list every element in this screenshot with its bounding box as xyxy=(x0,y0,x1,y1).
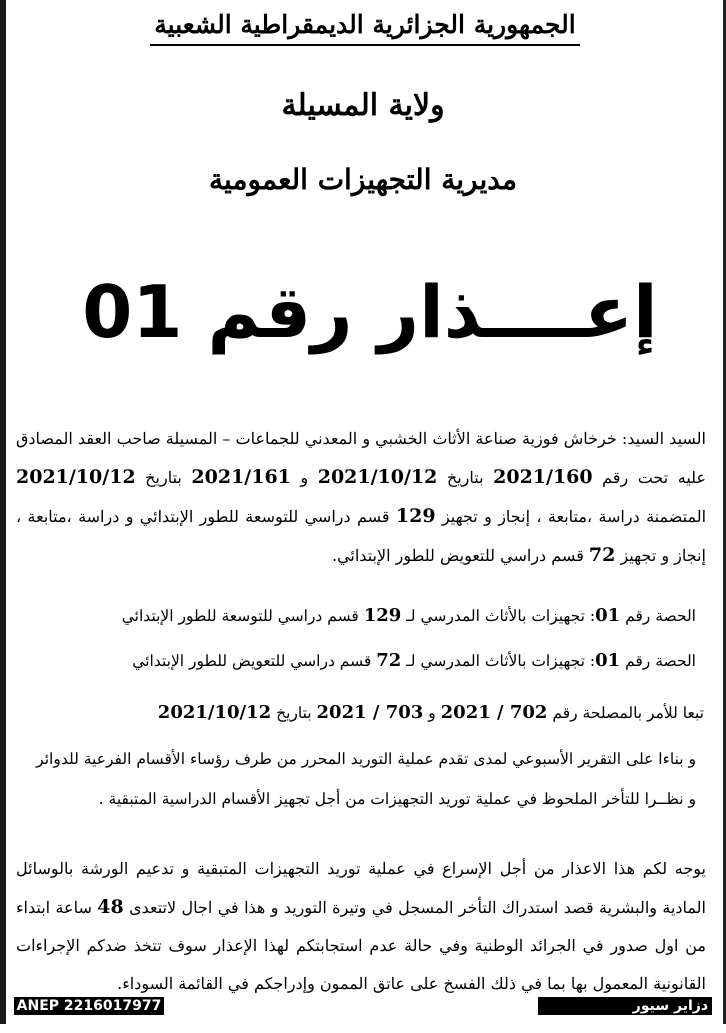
lot-count: 129 xyxy=(363,605,402,626)
weekly-report-line: و بناءا على التقرير الأسبوعي لمدى تقدم عملية التوريد المحرر من طرف رؤساء الأقسام الفرعية للدوائر xyxy=(36,750,696,768)
order-number: 703 / 2021 xyxy=(316,702,424,723)
publication-source: دزاير سيور xyxy=(632,998,708,1014)
lot-number: 01 xyxy=(595,605,621,626)
lot-text: : تجهيزات بالأثاث المدرسي لـ xyxy=(401,607,596,625)
paragraph-text: بتاريخ xyxy=(135,468,192,487)
paragraph-text: بتاريخ xyxy=(437,468,494,487)
header-underline xyxy=(150,44,580,46)
contract-number: 2021/160 xyxy=(493,466,593,488)
service-order-line xyxy=(158,702,704,723)
paragraph-text: و xyxy=(290,468,318,487)
paragraph-text: السيد السيد: خرخاش فوزية صناعة الأثاث الخشبي و المعدني للجماعات – المسيلة صاحب العقد المصادق عليه تحت رقم xyxy=(16,429,707,487)
deadline-hours: 48 xyxy=(97,896,124,918)
lot-line-2 xyxy=(132,650,696,671)
scan-edge-left xyxy=(0,0,6,1024)
classroom-count: 72 xyxy=(588,544,616,566)
republic-header: الجمهورية الجزائرية الديمقراطية الشعبية xyxy=(154,10,576,39)
directorate-title: مديرية التجهيزات العمومية xyxy=(209,163,517,196)
lot-text: قسم دراسي للتوسعة للطور الإبتدائي xyxy=(121,607,364,625)
lot-count: 72 xyxy=(376,650,402,671)
publication-date: 2022/09/18 xyxy=(613,1016,702,1032)
order-text: تبعا للأمر بالمصلحة رقم xyxy=(547,704,704,722)
final-paragraph xyxy=(16,850,706,1003)
lot-prefix: الحصة رقم xyxy=(620,652,696,670)
anep-reference: ANEP 2216017977 xyxy=(14,997,164,1015)
notice-title: إعــــذار رقم 01 xyxy=(82,270,658,354)
paragraph-text: قسم دراسي للتوسعة للطور الإبتدائي و دراسة ،متابعة ، إنجاز و تجهيز xyxy=(16,507,706,565)
lot-prefix: الحصة رقم xyxy=(620,607,696,625)
contract-date: 2021/10/12 xyxy=(317,466,438,488)
lot-text: قسم دراسي للتعويض للطور الإبتدائي xyxy=(132,652,377,670)
contract-number: 2021/161 xyxy=(191,466,291,488)
paragraph-text: المتضمنة دراسة ،متابعة ، إنجاز و تجهيز xyxy=(435,507,707,526)
contract-paragraph xyxy=(16,420,706,575)
lot-number: 01 xyxy=(595,650,621,671)
delay-line: و نظــرا للتأخر الملحوظ في عملية توريد التجهيزات من أجل تجهيز الأقسام الدراسية المتبقية . xyxy=(98,790,696,808)
order-text: و xyxy=(423,704,441,722)
order-text: بتاريخ xyxy=(271,704,317,722)
lot-line-1 xyxy=(122,605,696,626)
paragraph-text: ساعة ابتداء من اول صدور في الجرائد الوطنية وفي حالة عدم استجابتكم لهذا الإعذار سوف تتخذ ضدكم الإجراءات القانونية المعمول بها بما في ذلك الفسخ على عاتق الممون وإدراجكم في القائمة السوداء. xyxy=(16,898,707,993)
publication-footer xyxy=(538,997,712,1032)
order-number: 702 / 2021 xyxy=(440,702,548,723)
lot-text: : تجهيزات بالأثاث المدرسي لـ xyxy=(401,652,596,670)
order-date: 2021/10/12 xyxy=(157,702,272,723)
paragraph-text: يوجه لكم هذا الاعذار من أجل الإسراع في عملية توريد التجهيزات المتبقية و تدعيم الورشة بالوسائل المادية والبشرية قصد استدراك التأخر المسجل في وتيرة التوريد و هذا في اجال لاتتعدى xyxy=(16,859,706,917)
contract-date: 2021/10/12 xyxy=(16,466,136,488)
wilaya-title: ولاية المسيلة xyxy=(281,88,445,123)
paragraph-text: قسم دراسي للتعويض للطور الإبتدائي. xyxy=(331,546,589,565)
classroom-count: 129 xyxy=(395,505,436,527)
